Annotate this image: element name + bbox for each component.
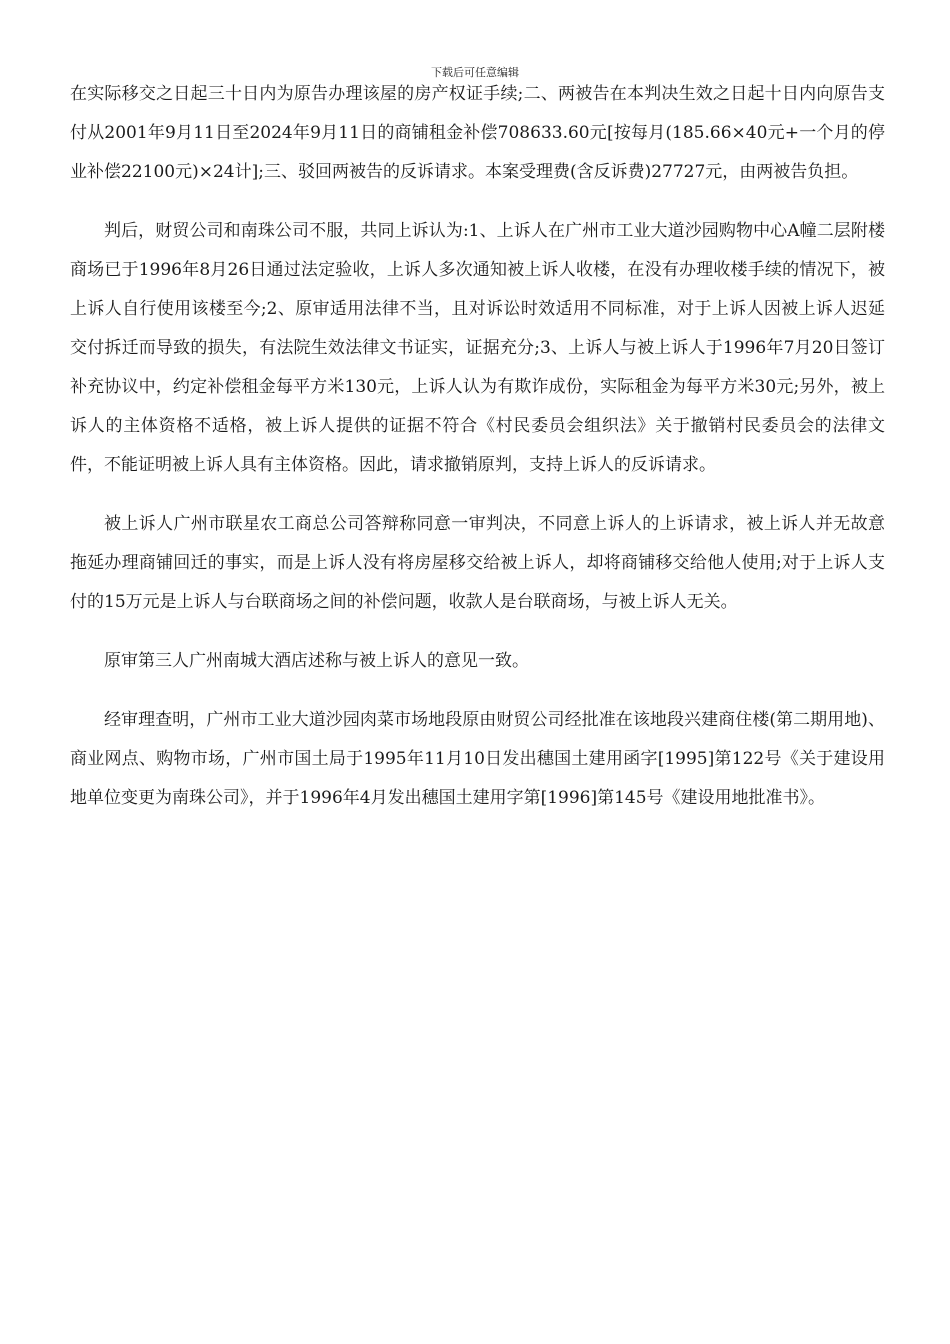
paragraph-findings: 经审理查明，广州市工业大道沙园肉菜市场地段原由财贸公司经批准在该地段兴建商住楼(第二期用地)、商业网点、购物市场，广州市国土局于1995年11月10日发出穗国土建用函字[1995]第122号《关于建设用地单位变更为南珠公司》，并于1996年4月发出穗国土建用字第[1996]第145号《建设用地批准书》。	[70, 710, 885, 808]
paragraph-continuation: 在实际移交之日起三十日内为原告办理该屋的房产权证手续;二、两被告在本判决生效之日起十日内向原告支付从2001年9月11日至2024年9月11日的商铺租金补偿708633.60元[按每月(185.66×40元+一个月的停业补偿22100元)×24计];三、驳回两被告的反诉请求。本案受理费(含反诉费)27727元，由两被告负担。	[70, 84, 885, 182]
paragraph-defense: 被上诉人广州市联星农工商总公司答辩称同意一审判决，不同意上诉人的上诉请求，被上诉人并无故意拖延办理商铺回迁的事实，而是上诉人没有将房屋移交给被上诉人，却将商铺移交给他人使用;对于上诉人支付的15万元是上诉人与台联商场之间的补偿问题，收款人是台联商场，与被上诉人无关。	[70, 514, 885, 612]
paragraph-appeal: 判后，财贸公司和南珠公司不服，共同上诉认为:1、上诉人在广州市工业大道沙园购物中心A幢二层附楼商场已于1996年8月26日通过法定验收，上诉人多次通知被上诉人收楼，在没有办理收楼手续的情况下，被上诉人自行使用该楼至今;2、原审适用法律不当，且对诉讼时效适用不同标准，对于上诉人因被上诉人迟延交付拆迁而导致的损失，有法院生效法律文书证实，证据充分;3、上诉人与被上诉人于1996年7月20日签订补充协议中，约定补偿租金每平方米130元，上诉人认为有欺诈成份，实际租金为每平方米30元;另外，被上诉人的主体资格不适格，被上诉人提供的证据不符合《村民委员会组织法》关于撤销村民委员会的法律文件，不能证明被上诉人具有主体资格。因此，请求撤销原判，支持上诉人的反诉请求。	[70, 221, 885, 475]
header-note: 下载后可任意编辑	[431, 66, 519, 79]
document-body	[70, 75, 885, 818]
paragraph-third-party: 原审第三人广州南城大酒店述称与被上诉人的意见一致。	[104, 651, 529, 671]
